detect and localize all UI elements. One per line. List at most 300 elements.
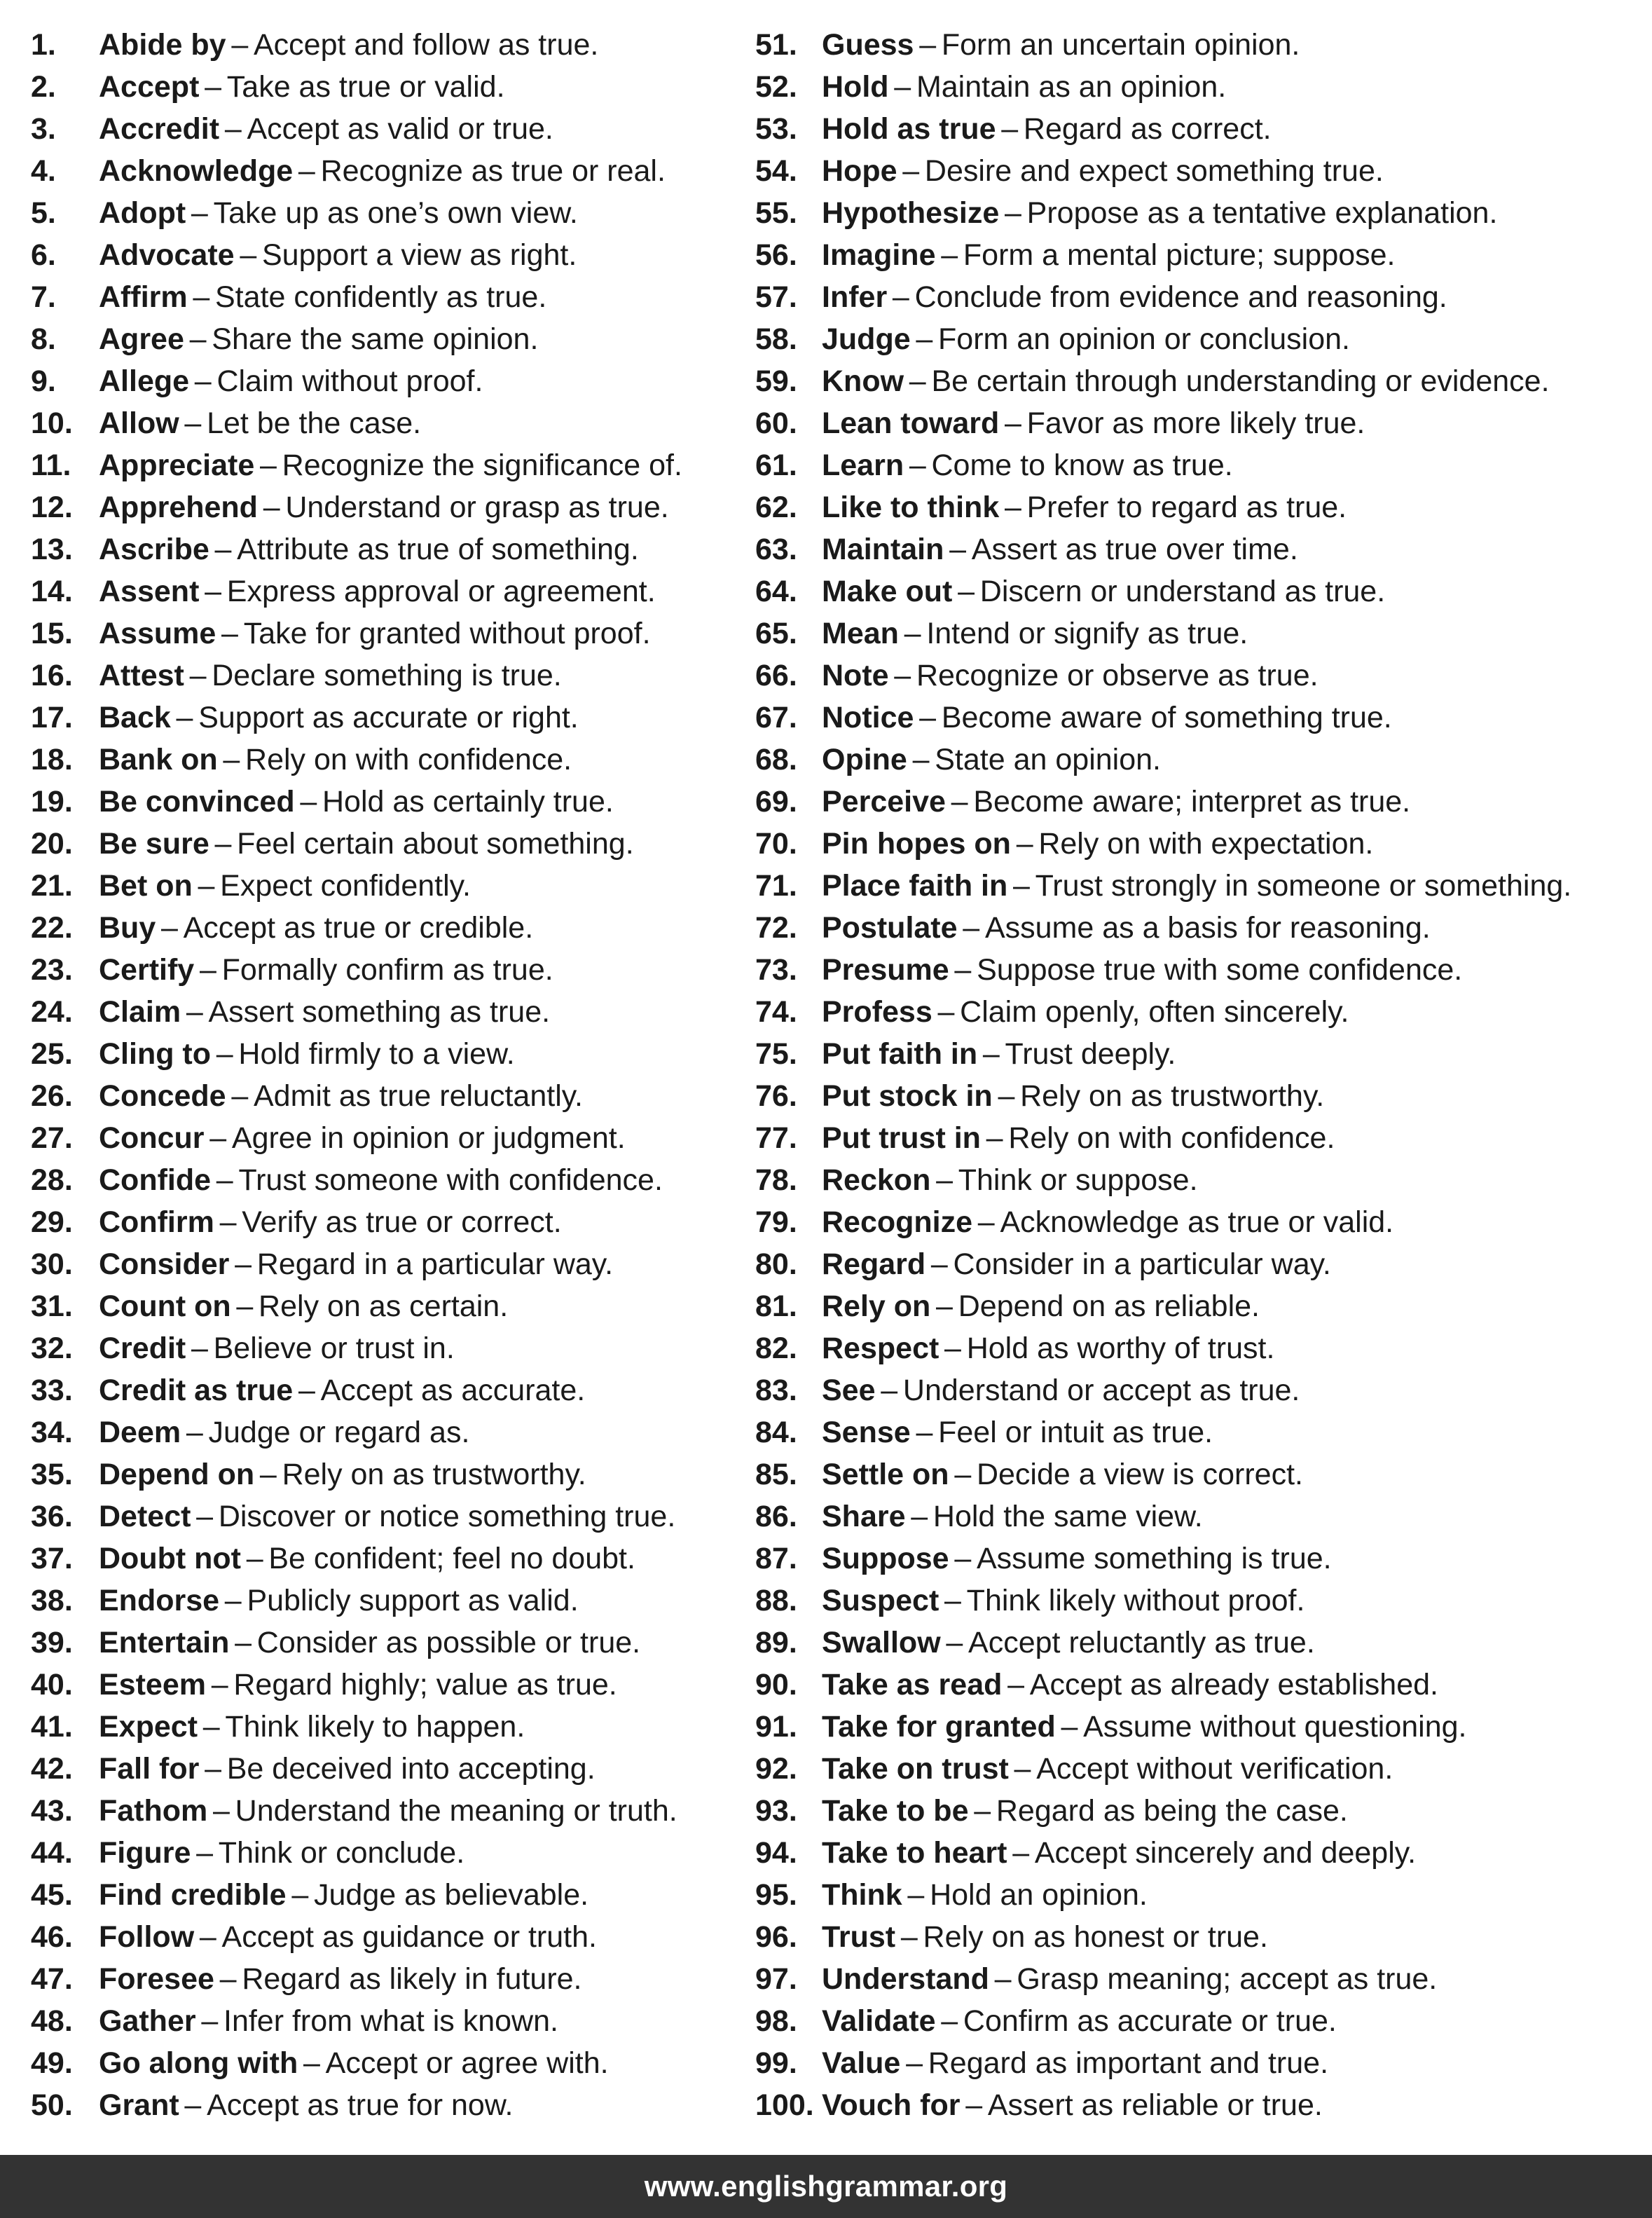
item-definition: Recognize or observe as true. [916,659,1319,692]
item-definition: Accept reluctantly as true. [968,1626,1315,1659]
list-item [755,1874,1645,1916]
item-number: 12. [31,491,73,524]
list-item [755,991,1645,1033]
dash-separator: – [202,1710,220,1744]
item-definition: Rely on with confidence. [245,743,572,776]
item-definition: Form a mental picture; suppose. [963,238,1396,272]
dash-separator: – [205,575,222,608]
item-number: 2. [31,70,56,104]
item-number: 92. [755,1752,797,1786]
list-item [31,486,738,528]
item-definition: Be deceived into accepting. [226,1752,596,1786]
item-number: 19. [31,785,73,819]
item-definition: Assume something is true. [976,1542,1332,1575]
item-number: 21. [31,869,73,903]
list-item [755,1117,1645,1159]
list-item [31,1706,738,1748]
list-item [31,991,738,1033]
item-number: 30. [31,1247,73,1281]
item-definition: Regard in a particular way. [256,1247,614,1281]
item-term: Know [822,364,904,398]
item-definition: Discover or notice something true. [218,1500,676,1533]
list-item [31,570,738,612]
item-term: Detect [99,1500,191,1533]
item-number: 26. [31,1079,73,1113]
list-item [31,823,738,865]
item-number: 42. [31,1752,73,1786]
dash-separator: – [219,1962,237,1996]
item-number: 57. [755,280,797,314]
item-number: 43. [31,1794,73,1828]
item-number: 17. [31,701,73,734]
dash-separator: – [214,827,232,861]
list-item [755,949,1645,991]
item-definition: Feel or intuit as true. [938,1416,1213,1449]
item-definition: Hold the same view. [932,1500,1203,1533]
item-number: 41. [31,1710,73,1744]
item-term: Judge [822,322,911,356]
list-item [755,192,1645,234]
dash-separator: – [236,1289,254,1323]
dash-separator: – [941,238,958,272]
dash-separator: – [994,1962,1012,1996]
item-definition: Regard as being the case. [996,1794,1348,1828]
list-item [31,739,738,781]
item-number: 37. [31,1542,73,1575]
dash-separator: – [1005,406,1021,440]
item-definition: Recognize the significance of. [282,449,682,482]
item-number: 63. [755,533,797,566]
list-item [31,1411,738,1453]
item-number: 82. [755,1332,797,1365]
item-number: 49. [31,2046,73,2080]
dash-separator: – [186,995,203,1029]
item-number: 7. [31,280,56,314]
item-term: Take as read [822,1668,1003,1702]
dash-separator: – [223,743,240,776]
list-item [755,1832,1645,1874]
dash-separator: – [944,1332,961,1365]
list-item [31,444,738,486]
item-number: 23. [31,953,73,987]
dash-separator: – [930,1247,948,1281]
dash-separator: – [231,1079,249,1113]
item-term: Swallow [822,1626,941,1659]
item-number: 39. [31,1626,73,1659]
item-term: Respect [822,1332,939,1365]
dash-separator: – [919,701,937,734]
list-item [755,1159,1645,1201]
item-term: Mean [822,617,899,650]
item-number: 32. [31,1332,73,1365]
item-number: 99. [755,2046,797,2080]
dash-separator: – [263,491,280,524]
item-term: Rely on [822,1289,931,1323]
item-number: 87. [755,1542,797,1575]
item-term: Cling to [99,1037,212,1071]
list-item [755,1790,1645,1832]
list-item [755,1664,1645,1706]
dash-separator: – [986,1121,1003,1155]
item-number: 68. [755,743,797,776]
item-term: Confide [99,1163,212,1197]
item-term: Find credible [99,1878,287,1912]
list-item [31,1075,738,1117]
item-definition: Regard as correct. [1023,112,1272,146]
item-number: 53. [755,112,797,146]
item-definition: Let be the case. [207,406,422,440]
item-number: 79. [755,1205,797,1239]
dash-separator: – [298,154,315,188]
item-number: 89. [755,1626,797,1659]
list-item [755,402,1645,444]
item-term: Claim [99,995,181,1029]
list-item [31,360,738,402]
item-definition: Become aware of something true. [941,701,1392,734]
item-term: Appreciate [99,449,255,482]
item-term: Go along with [99,2046,298,2080]
list-item [31,192,738,234]
item-definition: Rely on as honest or true. [923,1920,1268,1954]
list-item [755,1748,1645,1790]
item-number: 72. [755,911,797,945]
item-number: 93. [755,1794,797,1828]
dash-separator: – [892,280,909,314]
list-item [755,1075,1645,1117]
dash-separator: – [191,196,208,230]
list-item [755,318,1645,360]
list-item [31,234,738,276]
list-item [755,1916,1645,1958]
item-definition: Regard as likely in future. [242,1962,582,1996]
item-term: Learn [822,449,904,482]
item-term: Suspect [822,1584,939,1617]
item-number: 18. [31,743,73,776]
item-definition: Accept and follow as true. [253,28,599,62]
item-term: Make out [822,575,953,608]
item-definition: Prefer to regard as true. [1026,491,1347,524]
item-number: 16. [31,659,73,692]
item-term: Value [822,2046,901,2080]
list-item [755,739,1645,781]
list-item [755,1622,1645,1664]
list-item [31,781,738,823]
item-definition: Accept sincerely and deeply. [1034,1836,1417,1870]
item-term: Accept [99,70,200,104]
list-item [31,108,738,150]
item-term: Accredit [99,112,220,146]
list-item [31,150,738,192]
item-number: 13. [31,533,73,566]
item-term: Concur [99,1121,205,1155]
dash-separator: – [949,533,967,566]
item-definition: Consider as possible or true. [256,1626,641,1659]
item-definition: Hold as certainly true. [322,785,614,819]
list-item [755,234,1645,276]
item-term: Lean toward [822,406,1000,440]
item-number: 97. [755,1962,797,1996]
list-item [755,1327,1645,1369]
item-number: 59. [755,364,797,398]
dash-separator: – [937,995,955,1029]
list-item [31,318,738,360]
item-definition: Accept as already established. [1029,1668,1438,1702]
item-term: Be sure [99,827,209,861]
list-item [755,528,1645,570]
item-definition: Regard highly; value as true. [233,1668,617,1702]
item-term: Assent [99,575,200,608]
dash-separator: – [963,911,980,945]
item-number: 81. [755,1289,797,1323]
item-definition: Assert as reliable or true. [987,2088,1323,2122]
item-term: Apprehend [99,491,258,524]
item-definition: Accept as true for now. [207,2088,514,2122]
item-number: 76. [755,1079,797,1113]
list-item [755,612,1645,655]
item-term: Put faith in [822,1037,978,1071]
item-number: 4. [31,154,56,188]
item-definition: Intend or signify as true. [926,617,1248,650]
item-number: 86. [755,1500,797,1533]
dash-separator: – [184,2088,202,2122]
dash-separator: – [303,2046,320,2080]
item-term: Abide by [99,28,226,62]
item-number: 20. [31,827,73,861]
dash-separator: – [946,1626,963,1659]
dash-separator: – [919,28,937,62]
item-definition: Suppose true with some confidence. [977,953,1463,987]
item-number: 52. [755,70,797,104]
item-number: 5. [31,196,56,230]
dash-separator: – [951,785,968,819]
item-term: Settle on [822,1458,949,1491]
dash-separator: – [191,1332,208,1365]
item-definition: Accept as true or credible. [183,911,534,945]
item-definition: Propose as a tentative explanation. [1026,196,1498,230]
dash-separator: – [186,1416,203,1449]
item-definition: Attribute as true of something. [237,533,639,566]
item-term: Foresee [99,1962,214,1996]
list-item [755,570,1645,612]
list-item [31,865,738,907]
dash-separator: – [219,1205,237,1239]
dash-separator: – [176,701,193,734]
dash-separator: – [916,322,933,356]
dash-separator: – [196,1836,214,1870]
item-number: 24. [31,995,73,1029]
item-term: Fathom [99,1794,208,1828]
item-definition: Publicly support as valid. [247,1584,579,1617]
dash-separator: – [199,953,216,987]
item-number: 31. [31,1289,73,1323]
list-item [755,1958,1645,2000]
dash-separator: – [231,28,249,62]
dash-separator: – [193,280,210,314]
list-item [755,907,1645,949]
dash-separator: – [196,1500,214,1533]
list-item [755,2000,1645,2042]
item-definition: Rely on as trustworthy. [1020,1079,1325,1113]
list-item [755,1201,1645,1243]
dash-separator: – [1001,112,1019,146]
dash-separator: – [201,2004,219,2038]
item-definition: Judge or regard as. [208,1416,470,1449]
item-term: Take to be [822,1794,969,1828]
item-number: 51. [755,28,797,62]
item-definition: Accept as guidance or truth. [221,1920,597,1954]
dash-separator: – [902,154,920,188]
list-item [31,2042,738,2084]
item-definition: Express approval or agreement. [226,575,656,608]
item-term: Put trust in [822,1121,981,1155]
item-definition: Agree in opinion or judgment. [231,1121,626,1155]
item-term: Hold as true [822,112,996,146]
item-term: Understand [822,1962,989,1996]
item-number: 38. [31,1584,73,1617]
list-item [31,2084,738,2126]
list-item [31,612,738,655]
dash-separator: – [291,1878,309,1912]
item-term: Confirm [99,1205,214,1239]
item-definition: Accept or agree with. [325,2046,609,2080]
item-definition: Accept as valid or true. [247,112,553,146]
item-term: Share [822,1500,906,1533]
item-definition: Hold an opinion. [930,1878,1148,1912]
item-term: Infer [822,280,888,314]
item-definition: Desire and expect something true. [924,154,1384,188]
word-list-column-right [755,24,1645,2126]
dash-separator: – [240,238,257,272]
item-definition: Assume without questioning. [1083,1710,1467,1744]
item-term: Advocate [99,238,235,272]
item-term: Deem [99,1416,181,1449]
item-term: Reckon [822,1163,931,1197]
item-number: 56. [755,238,797,272]
item-term: Certify [99,953,195,987]
item-term: Ascribe [99,533,209,566]
item-definition: Take as true or valid. [226,70,505,104]
dash-separator: – [1004,491,1021,524]
item-definition: Rely on with confidence. [1008,1121,1335,1155]
item-term: Grant [99,2088,179,2122]
list-item [31,1453,738,1495]
item-term: Profess [822,995,932,1029]
item-definition: Rely on as certain. [259,1289,509,1323]
item-definition: Support a view as right. [261,238,577,272]
dash-separator: – [246,1542,263,1575]
item-definition: Recognize as true or real. [320,154,666,188]
list-item [755,1033,1645,1075]
item-term: Allow [99,406,179,440]
dash-separator: – [216,1037,233,1071]
dash-separator: – [1005,196,1021,230]
dash-separator: – [894,70,911,104]
dash-separator: – [1014,1752,1031,1786]
item-definition: Verify as true or correct. [242,1205,562,1239]
list-item [755,24,1645,66]
item-term: Postulate [822,911,958,945]
list-item [755,444,1645,486]
item-definition: Rely on as trustworthy. [282,1458,586,1491]
item-definition: Admit as true reluctantly. [254,1079,583,1113]
item-term: Adopt [99,196,186,230]
item-number: 77. [755,1121,797,1155]
dash-separator: – [906,2046,923,2080]
item-term: Figure [99,1836,191,1870]
item-term: Doubt not [99,1542,241,1575]
list-item [31,1958,738,2000]
item-number: 29. [31,1205,73,1239]
list-item [31,528,738,570]
dash-separator: – [235,1626,252,1659]
item-term: Pin hopes on [822,827,1011,861]
item-definition: Declare something is true. [212,659,562,692]
list-item [755,108,1645,150]
item-term: Acknowledge [99,154,294,188]
item-term: Notice [822,701,914,734]
item-term: Bank on [99,743,218,776]
item-number: 80. [755,1247,797,1281]
item-definition: State an opinion. [935,743,1161,776]
dash-separator: – [965,2088,983,2122]
item-term: Back [99,701,171,734]
item-number: 3. [31,112,56,146]
item-number: 58. [755,322,797,356]
item-number: 60. [755,406,797,440]
dash-separator: – [998,1079,1015,1113]
list-item [755,1369,1645,1411]
dash-separator: – [1012,869,1030,903]
dash-separator: – [911,1500,928,1533]
item-term: Assume [99,617,216,650]
item-term: Hypothesize [822,196,1000,230]
footer-bar [0,2155,1652,2218]
dash-separator: – [298,1374,315,1407]
item-definition: Understand the meaning or truth. [235,1794,677,1828]
dash-separator: – [259,449,277,482]
item-number: 36. [31,1500,73,1533]
list-item [755,823,1645,865]
item-number: 62. [755,491,797,524]
item-term: Credit as true [99,1374,294,1407]
item-term: Sense [822,1416,911,1449]
item-definition: Share the same opinion. [212,322,539,356]
dash-separator: – [194,364,212,398]
list-item [755,1453,1645,1495]
list-item [31,1664,738,1706]
list-item [755,1243,1645,1285]
item-number: 90. [755,1668,797,1702]
list-item [31,1874,738,1916]
item-number: 6. [31,238,56,272]
list-item [755,2084,1645,2126]
item-term: Opine [822,743,907,776]
dash-separator: – [954,1458,972,1491]
item-definition: Accept as accurate. [320,1374,586,1407]
item-number: 14. [31,575,73,608]
item-term: Maintain [822,533,944,566]
item-definition: Think or suppose. [958,1163,1198,1197]
item-definition: Formally confirm as true. [221,953,553,987]
dash-separator: – [944,1584,961,1617]
item-number: 1. [31,28,56,62]
item-number: 33. [31,1374,73,1407]
list-item [755,1495,1645,1538]
item-number: 78. [755,1163,797,1197]
list-item [755,697,1645,739]
item-definition: Understand or grasp as true. [285,491,669,524]
item-number: 75. [755,1037,797,1071]
